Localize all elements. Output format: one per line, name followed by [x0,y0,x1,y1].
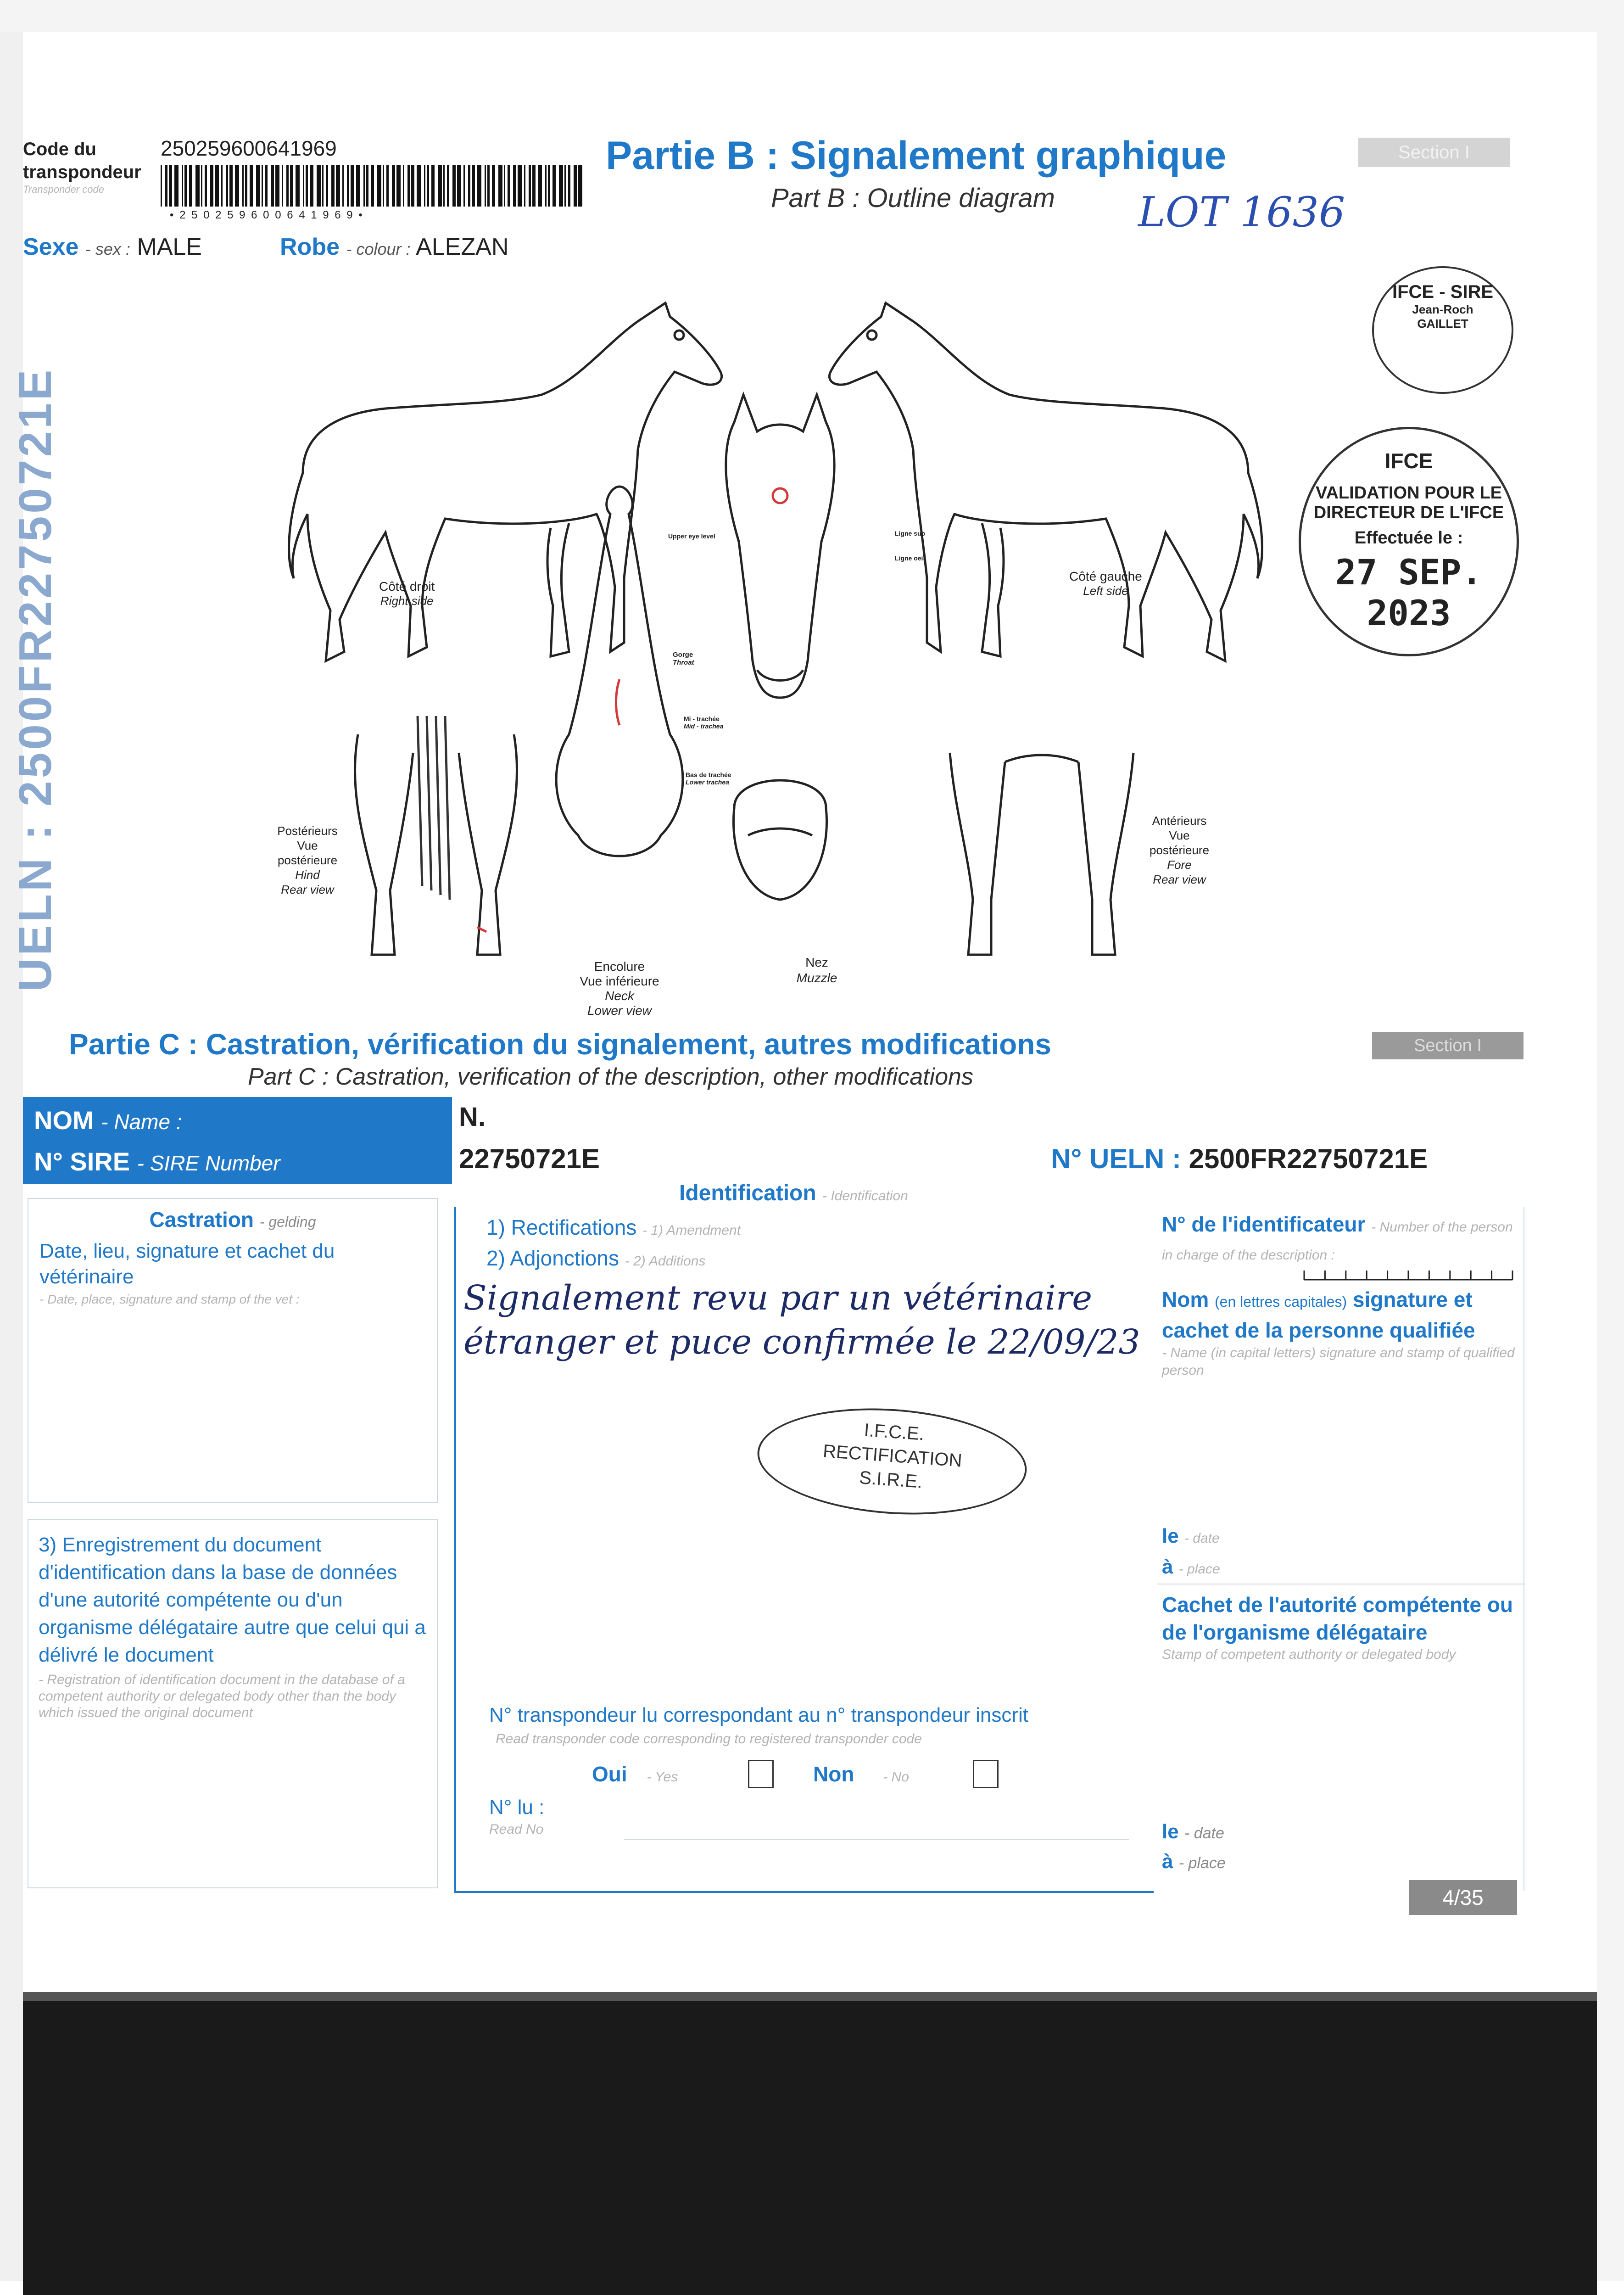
barcode-bar [529,165,531,207]
castration-text-en: - Date, place, signature and stamp of the vet : [39,1292,300,1306]
name-label [34,1105,182,1135]
label-neck [555,959,684,1018]
barcode-bar [386,165,389,207]
name-sire-header [23,1097,452,1184]
sire-value: 22750721E [459,1143,600,1174]
barcode-bar [532,165,536,207]
name-value: N. [459,1102,486,1132]
person-label: Nom [1162,1287,1209,1311]
lot-number-handwritten: LOT 1636 [1138,188,1345,236]
barcode-bar [377,165,381,207]
barcode-bar [564,165,566,207]
rect-stamp-line3: S.I.R.E. [858,1467,923,1492]
handwritten-line-1: Signalement revu par un vétérinaire [463,1278,1093,1318]
barcode-bar [226,165,228,207]
handwritten-line-2: étranger et puce confirmée le 22/09/23 [463,1322,1140,1362]
label-fore-fr3: postérieure [1149,843,1210,857]
barcode-bar [578,165,582,207]
yes-checkbox[interactable] [748,1760,774,1788]
stamp-ifce-sire [1372,266,1513,394]
horse-right-side [289,303,722,661]
barcode-bar [205,165,207,207]
barcode-bar [403,165,404,207]
label-left-side-en: Left side [1083,584,1128,598]
label-hind-legs [262,823,353,897]
castration-text: Date, lieu, signature et cachet du vétérinaire [39,1240,335,1288]
barcode-bar [210,165,213,207]
barcode-bar [182,165,183,207]
label-right-side [379,579,435,608]
barcode-bar [221,165,223,207]
label-gorge-fr: Gorge [673,651,693,659]
barcode-bar [306,165,308,207]
stamp-ifce-validation [1299,427,1519,656]
barcode-bar [411,165,414,207]
transponder-code: 250259600641969 [161,136,337,160]
part-b-section-tag: Section I [1358,138,1510,167]
barcode-bar [336,165,340,207]
label-upper-eye: Upper eye level [668,532,715,540]
label-muzzle-fr: Nez [805,955,828,969]
label-mid-trachea-en: Mid - trachea [684,722,724,730]
barcode-bar [265,165,268,207]
barcode-digits: • 2 5 0 2 5 9 6 0 0 6 4 1 9 6 9 • [170,209,364,221]
read-number-line[interactable] [624,1839,1129,1840]
part-c-subtitle: Part C : Castration, verification of the description, other modifications [248,1064,973,1090]
part-b-title: Partie B : Signalement graphique [606,134,1227,178]
barcode-bar [468,165,470,207]
horse-left-side [829,303,1262,661]
stamp-validation-date: 27 SEP. 2023 [1335,552,1483,633]
barcode-bar [383,165,384,207]
label-neck-en1: Neck [605,989,634,1003]
yes-label: Oui [592,1762,627,1786]
authority-label-en: Stamp of competent authority or delegated body [1162,1647,1456,1662]
label-right-side-en: Right side [380,594,434,608]
identifier-boxes [1304,1271,1512,1280]
part-c-section-tag: Section I [1372,1032,1524,1059]
barcode-bar [548,165,550,207]
label-bas-trachee [686,771,731,786]
sire-label [34,1147,280,1176]
item2-en: - 2) Additions [625,1254,706,1269]
transponder-question: N° transpondeur lu correspondant au n° transpondeur inscrit [489,1704,1028,1726]
barcode-bar [275,165,279,207]
label-right-side-fr: Côté droit [379,579,435,593]
colour-label: Robe [280,234,340,260]
sire-label-en: - SIRE Number [137,1151,280,1175]
barcode-bar [492,165,495,207]
handwritten-note [463,1276,1140,1364]
date-place-2 [1162,1818,1226,1877]
barcode-bar [326,165,328,207]
identification-title [679,1181,908,1206]
page-number: 4/35 [1409,1880,1517,1915]
barcode-bar [472,165,475,207]
sire-label-text: N° SIRE [34,1147,130,1176]
transponder-label [23,138,156,196]
barcode-bar [508,165,510,207]
barcode-bar [487,165,490,207]
barcode-bar [174,165,179,207]
barcode-bar [256,165,260,207]
sex-label-en: - sex : [85,240,130,258]
barcode-bar [282,165,283,207]
castration-title-en: - gelding [259,1214,316,1230]
place2-label: à [1162,1850,1173,1873]
date1-label-en: - date [1184,1531,1220,1546]
colour-field [280,233,508,261]
barcode-bar [396,165,401,207]
ueln-label: N° UELN : [1051,1143,1181,1174]
identification-items [486,1214,741,1275]
barcode-bar [363,165,365,207]
barcode-bar [201,165,202,207]
barcode-bar [347,165,349,207]
stamp-validation-line2: VALIDATION POUR LE [1315,483,1502,503]
label-gorge [673,651,694,666]
castration-box [28,1198,438,1503]
part-c-title: Partie C : Castration, vérification du signalement, autres modifications [69,1028,1051,1061]
barcode-bars [161,165,582,207]
item1-en: - 1) Amendment [642,1223,741,1238]
barcode-bar [310,165,313,207]
person-label-en: - Name (in capital letters) signature and stamp of qualified person [1162,1345,1515,1378]
label-mi-trachee-fr: Mi - trachée [684,715,720,722]
castration-title-text: Castration [149,1208,254,1231]
registration-text: 3) Enregistrement du document d'identification dans la base de données d'une autorité compétente ou d'un organisme délégataire autre que celui qui a délivré le document [39,1534,426,1666]
ueln-value: 2500FR22750721E [1189,1143,1428,1174]
item2-text: 2) Adjonctions [486,1246,619,1270]
barcode-bar [296,165,300,207]
date1-label: le [1162,1525,1179,1547]
authority-label: Cachet de l'autorité compétente ou de l'organisme délégataire [1162,1593,1513,1644]
barcode-bar [317,165,321,207]
barcode-bar [504,165,505,207]
person-caps-label: (en lettres capitales) [1215,1293,1347,1310]
outline-diagram [248,257,1303,1028]
barcode-bar [342,165,344,207]
barcode-bar [443,165,445,207]
label-hind-fr1: Postérieurs [277,824,338,838]
barcode-bar [331,165,335,207]
stamp-validation-line4: Effectuée le : [1354,528,1463,548]
barcode-bar [452,165,456,207]
transponder-barcode [161,165,587,211]
transponder-label-text: Code du transpondeur [23,139,141,182]
label-hind-fr3: postérieure [277,853,338,867]
identifier-label: N° de l'identificateur [1162,1212,1366,1236]
qualified-person-field [1162,1285,1520,1379]
identifier-number-boxes[interactable] [1303,1264,1514,1281]
rect-stamp-line1: I.F.C.E. [863,1420,925,1444]
label-lower-trachea-en: Lower trachea [686,778,729,786]
barcode-bar [545,165,547,207]
barcode-bar [366,165,368,207]
barcode-bar [463,165,465,207]
barcode-bar [229,165,233,207]
label-left-side [1069,569,1142,598]
barcode-bar [262,165,263,207]
scan-top-margin [0,0,1624,32]
identification-title-text: Identification [679,1181,816,1205]
yes-label-en: - Yes [647,1769,678,1785]
stamp-validation-line1: IFCE [1384,449,1433,473]
barcode-bar [431,165,435,207]
identification-title-en: - Identification [822,1188,908,1203]
barcode-bar [169,165,172,207]
person-label-2: signature et cachet de la personne qualifiée [1162,1287,1475,1342]
sex-field [23,233,202,261]
barcode-bar [303,165,304,207]
hind-legs-rear [355,716,517,955]
barcode-bar [427,165,429,207]
barcode-bar [271,165,274,207]
barcode-bar [574,165,577,207]
label-hind-fr2: Vue [297,839,318,852]
vertical-ueln: UELN : 2500FR22750721E [10,367,61,991]
label-bas-trachee-fr: Bas de trachée [686,771,731,778]
authority-stamp-field [1162,1591,1520,1663]
stamp-sire-line3: GAILLET [1417,317,1468,330]
label-fore-fr2: Vue [1169,828,1190,842]
barcode-bar [392,165,395,207]
stamp-sire-line1: IFCE - SIRE [1392,282,1494,302]
label-hind-en1: Hind [295,868,320,882]
identifier-field [1162,1212,1520,1268]
place1-label: à [1162,1556,1173,1578]
horse-muzzle [733,780,826,900]
date2-label: le [1162,1820,1179,1843]
no-label-en: - No [883,1769,909,1785]
label-fore-legs [1133,813,1225,887]
stamp-sire-line2: Jean-Roch [1412,302,1473,316]
barcode-bar [195,165,200,207]
no-option[interactable] [813,1762,909,1786]
label-ligne-sup: Ligne sup [895,530,926,537]
read-no-label-en: Read No [489,1822,544,1837]
read-number-field [489,1797,544,1841]
label-neck-en2: Lower view [587,1003,652,1018]
label-fore-en2: Rear view [1153,873,1206,886]
barcode-bar [417,165,421,207]
scan-dark-area [23,2001,1597,2295]
barcode-bar [438,165,442,207]
label-throat-en: Throat [673,659,694,666]
barcode-bar [498,165,502,207]
barcode-bar [524,165,525,207]
label-hind-en2: Rear view [281,883,334,896]
label-muzzle [780,955,854,986]
place1-label-en: - place [1178,1562,1220,1577]
barcode-bar [477,165,481,207]
barcode-bar [513,165,516,207]
ueln-field [1051,1143,1428,1175]
name-label-text: NOM [34,1106,94,1135]
barcode-bar [518,165,522,207]
transponder-question-en: Read transponder code corresponding to registered transponder code [496,1731,922,1746]
barcode-bar [407,165,410,207]
barcode-bar [457,165,461,207]
read-no-label: N° lu : [489,1796,545,1819]
name-label-en: - Name : [101,1110,182,1134]
barcode-bar [161,165,162,207]
place2-label-en: - place [1178,1854,1226,1872]
colour-label-en: - colour : [346,240,411,258]
label-fore-fr1: Antérieurs [1152,814,1207,828]
part-b-subtitle: Part B : Outline diagram [771,183,1055,213]
label-muzzle-en: Muzzle [796,971,837,985]
identification-item-2 [486,1244,741,1275]
item1-text: 1) Rectifications [486,1215,637,1239]
barcode-bar [322,165,324,207]
barcode-bar [559,165,563,207]
barcode-bar [538,165,542,207]
barcode-bar [485,165,486,207]
barcode-bar [250,165,253,207]
yes-option[interactable] [592,1762,678,1786]
barcode-bar [371,165,374,207]
castration-title [28,1207,437,1232]
identifier-box-ticks [1304,1271,1512,1280]
sex-value: MALE [137,234,202,260]
no-checkbox[interactable] [973,1760,999,1788]
barcode-bar [351,165,354,207]
rect-stamp-line2: RECTIFICATION [822,1441,963,1471]
label-neck-fr1: Encolure [594,959,645,974]
barcode-bar [184,165,187,207]
barcode-bar [424,165,425,207]
barcode-bar [552,165,556,207]
registration-text-en: - Registration of identification document in the database of a competent authority or delegated body other than the body which issued the original document [39,1672,405,1720]
barcode-bar [286,165,289,207]
colour-value: ALEZAN [416,234,509,260]
barcode-bar [165,165,167,207]
barcode-bar [235,165,239,207]
fore-legs-rear [950,753,1133,955]
label-left-side-fr: Côté gauche [1069,569,1142,583]
no-label: Non [813,1762,854,1786]
barcode-bar [568,165,570,207]
label-fore-en1: Fore [1167,858,1192,872]
date-place-1 [1162,1522,1220,1584]
sex-label: Sexe [23,234,79,260]
barcode-bar [447,165,449,207]
transponder-label-en: Transponder code [23,184,104,195]
label-ligne-oeil: Ligne oeil [895,554,925,562]
horse-neck-lower [556,487,683,856]
barcode-bar [290,165,293,207]
barcode-bar [215,165,219,207]
barcode-bar [242,165,244,207]
label-mi-trachee [684,715,723,730]
label-neck-fr2: Vue inférieure [580,974,659,988]
horse-head-front [726,395,834,698]
barcode-bar [245,165,247,207]
registration-box [28,1519,438,1888]
scan-right-margin [1597,32,1624,2281]
identification-item-1 [486,1214,741,1244]
identifier-label-en: - Number of the person in charge of the description : [1162,1220,1513,1263]
barcode-bar [189,165,192,207]
stamp-validation-line3: DIRECTEUR DE L'IFCE [1313,503,1504,522]
barcode-bar [356,165,360,207]
date2-label-en: - date [1184,1825,1224,1842]
